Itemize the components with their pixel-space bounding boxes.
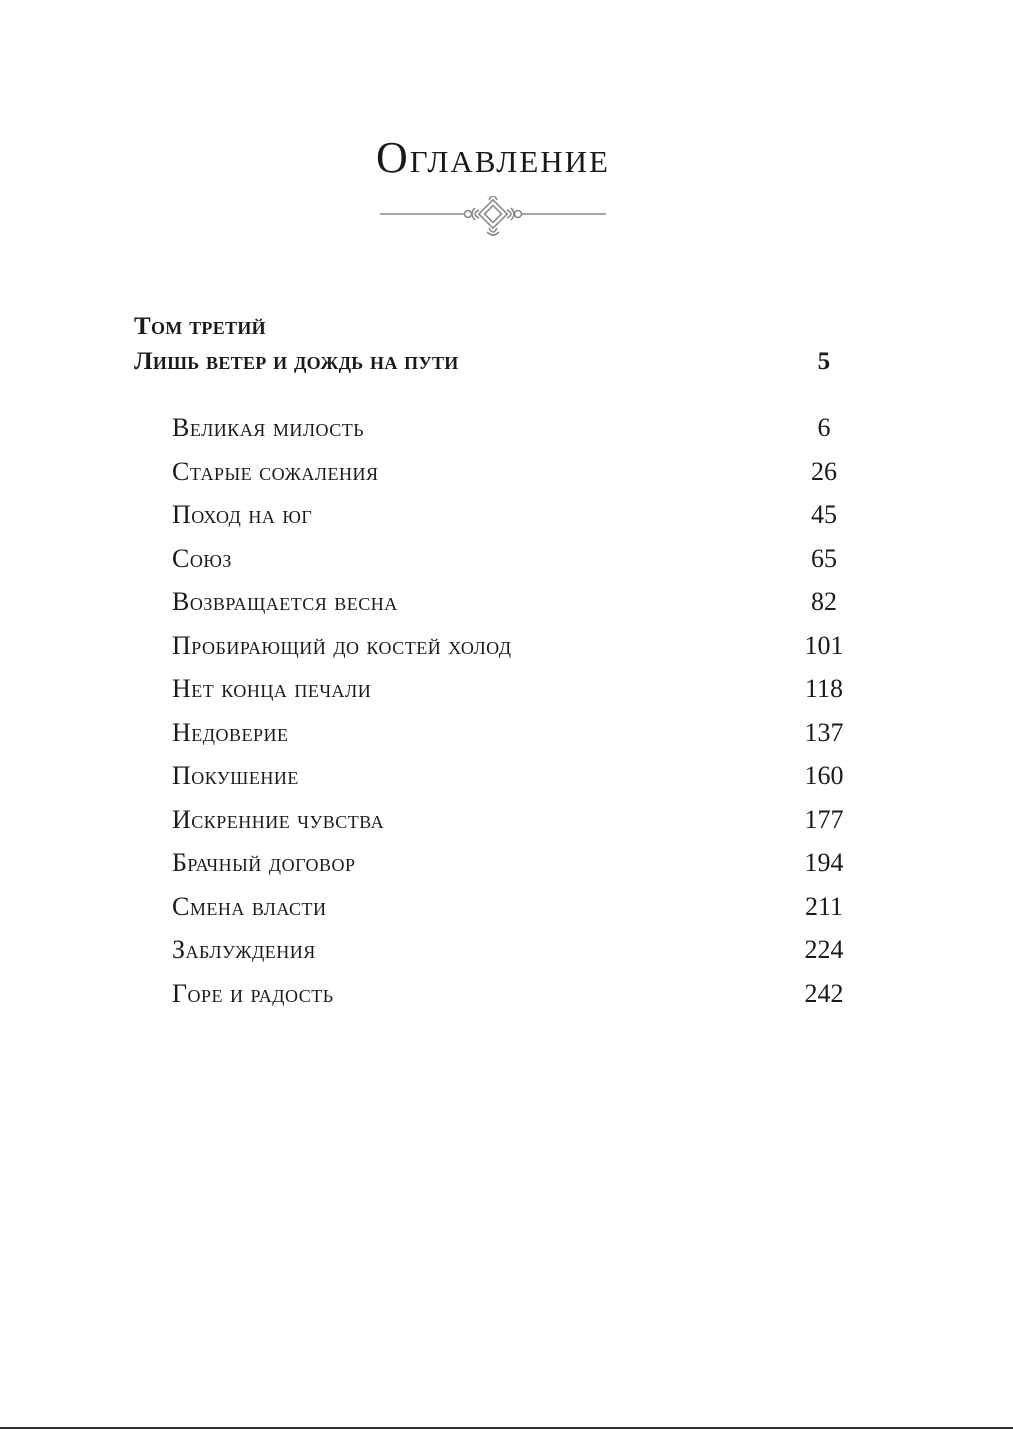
chapter-entry[interactable] [172, 544, 854, 588]
chapter-page-number: 65 [811, 543, 837, 573]
chapter-list [172, 413, 854, 1022]
chapter-page-number: 118 [804, 674, 844, 703]
page-edge-divider [0, 1427, 1013, 1429]
volume-entry[interactable] [134, 344, 854, 380]
volume-heading [134, 310, 854, 380]
chapter-page-number: 177 [804, 804, 844, 834]
chapter-entry[interactable] [172, 761, 854, 805]
chapter-title: Брачный договор [172, 848, 356, 877]
chapter-title: Нет конца печали [172, 674, 372, 703]
volume-subtitle: Лишь ветер и дождь на пути [134, 348, 459, 375]
chapter-page-number: 160 [804, 761, 844, 790]
chapter-entry[interactable] [172, 587, 854, 631]
volume-page-number: 5 [817, 348, 831, 375]
chapter-entry[interactable] [172, 413, 854, 457]
chapter-title: Пробирающий до костей холод [172, 630, 512, 660]
chapter-title: Покушение [172, 761, 299, 790]
chapter-entry[interactable] [172, 979, 854, 1023]
chapter-page-number: 242 [804, 978, 844, 1008]
chapter-page-number: 137 [804, 717, 844, 747]
chapter-title: Заблуждения [172, 935, 316, 964]
chapter-entry[interactable] [172, 935, 854, 979]
chapter-entry[interactable] [172, 457, 854, 501]
chapter-page-number: 101 [804, 630, 844, 660]
chapter-page-number: 6 [817, 413, 831, 442]
chapter-entry[interactable] [172, 805, 854, 849]
chapter-entry[interactable] [172, 674, 854, 718]
chapter-title: Старые сожаления [172, 456, 379, 486]
endless-knot-icon [380, 196, 606, 236]
chapter-title: Великая милость [172, 413, 365, 442]
volume-label: Том третий [134, 313, 266, 340]
chapter-title: Возвращается весна [172, 587, 398, 616]
chapter-entry[interactable] [172, 848, 854, 892]
chapter-page-number: 45 [811, 500, 837, 529]
chapter-entry[interactable] [172, 718, 854, 762]
chapter-title: Горе и радость [172, 978, 334, 1008]
chapter-title: Поход на юг [172, 500, 313, 529]
toc-title: Оглавление [376, 133, 610, 182]
chapter-page-number: 26 [811, 456, 837, 486]
chapter-page-number: 211 [804, 891, 844, 921]
chapter-entry[interactable] [172, 500, 854, 544]
chapter-title: Союз [172, 543, 232, 573]
chapter-title: Недоверие [172, 717, 289, 747]
chapter-page-number: 224 [804, 935, 844, 964]
chapter-entry[interactable] [172, 892, 854, 936]
chapter-page-number: 82 [811, 587, 837, 616]
chapter-title: Искренние чувства [172, 804, 385, 834]
chapter-title: Смена власти [172, 891, 327, 921]
chapter-entry[interactable] [172, 631, 854, 675]
chapter-page-number: 194 [804, 848, 844, 877]
